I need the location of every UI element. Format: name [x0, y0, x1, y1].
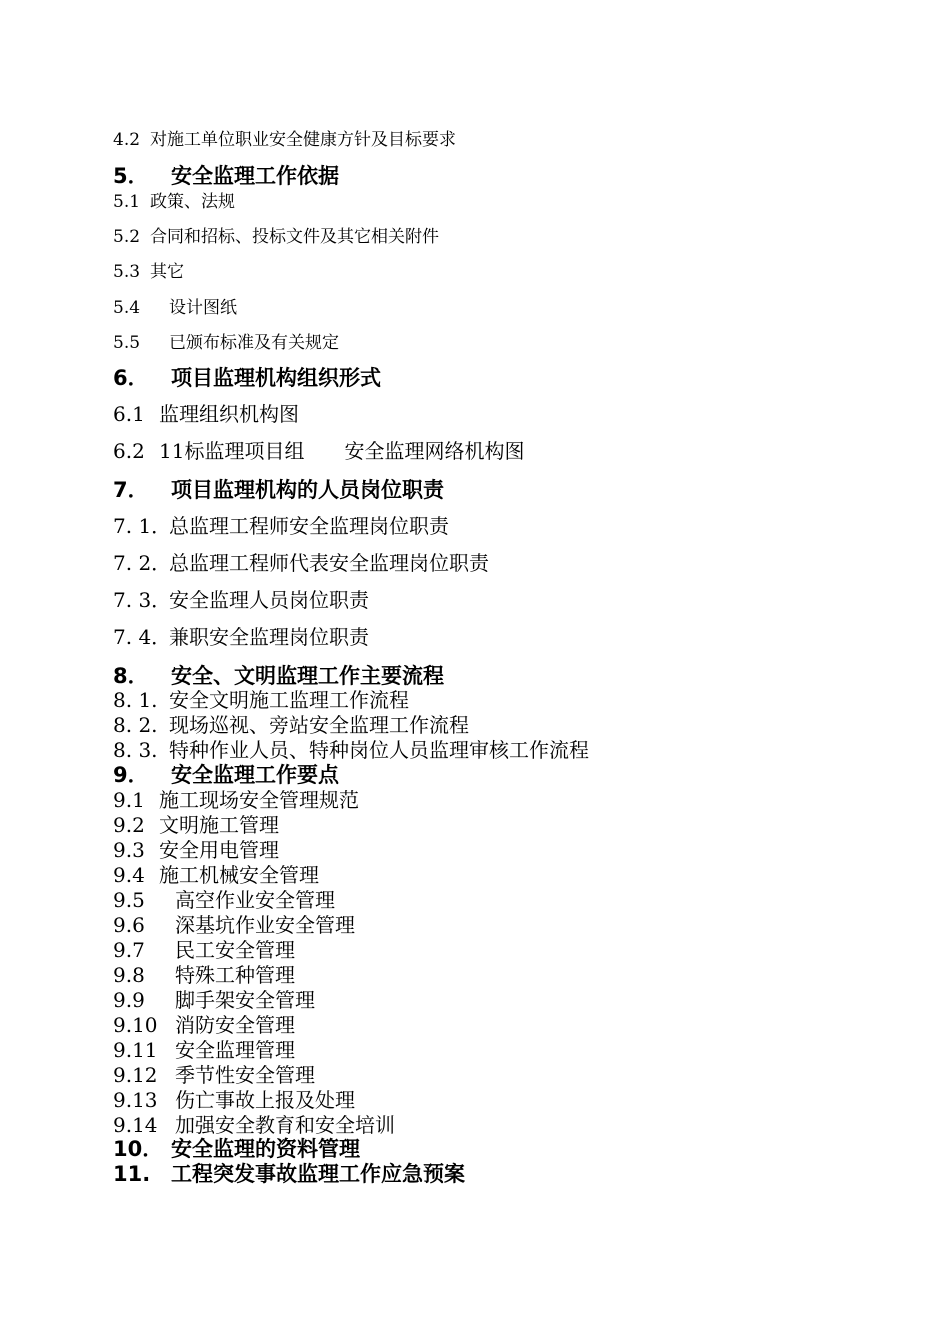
item-number: 9.10: [113, 1013, 158, 1037]
section-heading-5: [113, 160, 339, 190]
item-number: 8. 1.: [113, 688, 158, 712]
item-text: 政策、法规: [150, 192, 235, 212]
toc-item-7-4: [113, 621, 369, 650]
item-text: 施工现场安全管理规范: [159, 788, 359, 812]
section-heading-6: [113, 362, 381, 392]
toc-item-5-4: [113, 293, 237, 318]
section-number: 6．: [113, 366, 149, 390]
item-text: 文明施工管理: [159, 813, 279, 837]
toc-item-5-1: [113, 187, 235, 212]
item-text: 设计图纸: [169, 298, 237, 318]
toc-item-7-3: [113, 584, 369, 613]
section-heading-11: [113, 1158, 465, 1188]
item-text: 季节性安全管理: [175, 1063, 315, 1087]
section-title: 项目监理机构组织形式: [171, 366, 381, 390]
item-text: 对施工单位职业安全健康方针及目标要求: [150, 130, 456, 150]
toc-item-5-2: [113, 222, 439, 247]
item-number: 7. 4．: [113, 625, 172, 649]
item-number: 4.2: [113, 130, 141, 150]
item-text: 民工安全管理: [175, 938, 295, 962]
item-text: 兼职安全监理岗位职责: [169, 625, 369, 649]
item-number: 9.11: [113, 1038, 158, 1062]
item-number: 9.5: [113, 888, 145, 912]
item-text: 监理组织机构图: [159, 402, 299, 426]
item-text: 总监理工程师安全监理岗位职责: [169, 514, 449, 538]
item-number: 7. 1．: [113, 514, 172, 538]
item-number: 9.2: [113, 813, 145, 837]
item-text: 安全用电管理: [159, 838, 279, 862]
item-number: 5.5: [113, 333, 141, 353]
section-number: 10．: [113, 1137, 164, 1161]
section-title: 项目监理机构的人员岗位职责: [171, 478, 444, 502]
item-text: 安全监理人员岗位职责: [169, 588, 369, 612]
section-number: 7．: [113, 478, 149, 502]
toc-item-4-2: [113, 125, 456, 150]
section-title: 安全、文明监理工作主要流程: [171, 664, 444, 688]
item-text: 安全文明施工监理工作流程: [169, 688, 409, 712]
item-number: 9.4: [113, 863, 145, 887]
section-title: 工程突发事故监理工作应急预案: [171, 1162, 465, 1186]
item-number: 5.1: [113, 192, 141, 212]
item-number: 9.13: [113, 1088, 158, 1112]
section-number: 9．: [113, 763, 149, 787]
item-number: 5.3: [113, 262, 141, 282]
section-title: 安全监理工作依据: [171, 164, 339, 188]
section-number: 5．: [113, 164, 149, 188]
section-number: 8．: [113, 664, 149, 688]
item-text: 消防安全管理: [175, 1013, 295, 1037]
item-number: 9.9: [113, 988, 145, 1012]
item-number: 6.2: [113, 439, 145, 463]
item-text: 高空作业安全管理: [175, 888, 335, 912]
item-number: 7. 3．: [113, 588, 172, 612]
item-text: 11标监理项目组 安全监理网络机构图: [159, 439, 525, 463]
item-text: 安全监理管理: [175, 1038, 295, 1062]
item-text: 脚手架安全管理: [175, 988, 315, 1012]
item-text: 伤亡事故上报及处理: [175, 1088, 355, 1112]
item-number: 8. 2.: [113, 713, 158, 737]
section-title: 安全监理工作要点: [171, 763, 339, 787]
item-number: 7. 2．: [113, 551, 172, 575]
item-number: 6.1: [113, 402, 145, 426]
item-number: 5.4: [113, 298, 141, 318]
item-number: 9.3: [113, 838, 145, 862]
item-text: 现场巡视、旁站安全监理工作流程: [169, 713, 469, 737]
item-number: 9.7: [113, 938, 145, 962]
item-number: 5.2: [113, 227, 141, 247]
section-heading-7: [113, 474, 444, 504]
item-text: 特殊工种管理: [175, 963, 295, 987]
item-number: 9.12: [113, 1063, 158, 1087]
toc-item-7-1: [113, 510, 449, 539]
item-number: 8. 3.: [113, 738, 158, 762]
item-text: 加强安全教育和安全培训: [175, 1113, 395, 1137]
item-text: 总监理工程师代表安全监理岗位职责: [169, 551, 489, 575]
item-text: 施工机械安全管理: [159, 863, 319, 887]
section-title: 安全监理的资料管理: [171, 1137, 360, 1161]
toc-item-6-1: [113, 398, 299, 427]
item-number: 9.1: [113, 788, 145, 812]
item-number: 9.6: [113, 913, 145, 937]
item-text: 其它: [150, 262, 184, 282]
item-number: 9.8: [113, 963, 145, 987]
item-text: 特种作业人员、特种岗位人员监理审核工作流程: [169, 738, 589, 762]
item-text: 已颁布标准及有关规定: [169, 333, 339, 353]
item-text: 合同和招标、投标文件及其它相关附件: [150, 227, 439, 247]
section-number: 11.: [113, 1162, 151, 1186]
toc-item-7-2: [113, 547, 489, 576]
item-text: 深基坑作业安全管理: [175, 913, 355, 937]
item-number: 9.14: [113, 1113, 158, 1137]
toc-item-5-3: [113, 257, 184, 282]
toc-item-5-5: [113, 328, 339, 353]
toc-item-6-2: [113, 435, 524, 464]
